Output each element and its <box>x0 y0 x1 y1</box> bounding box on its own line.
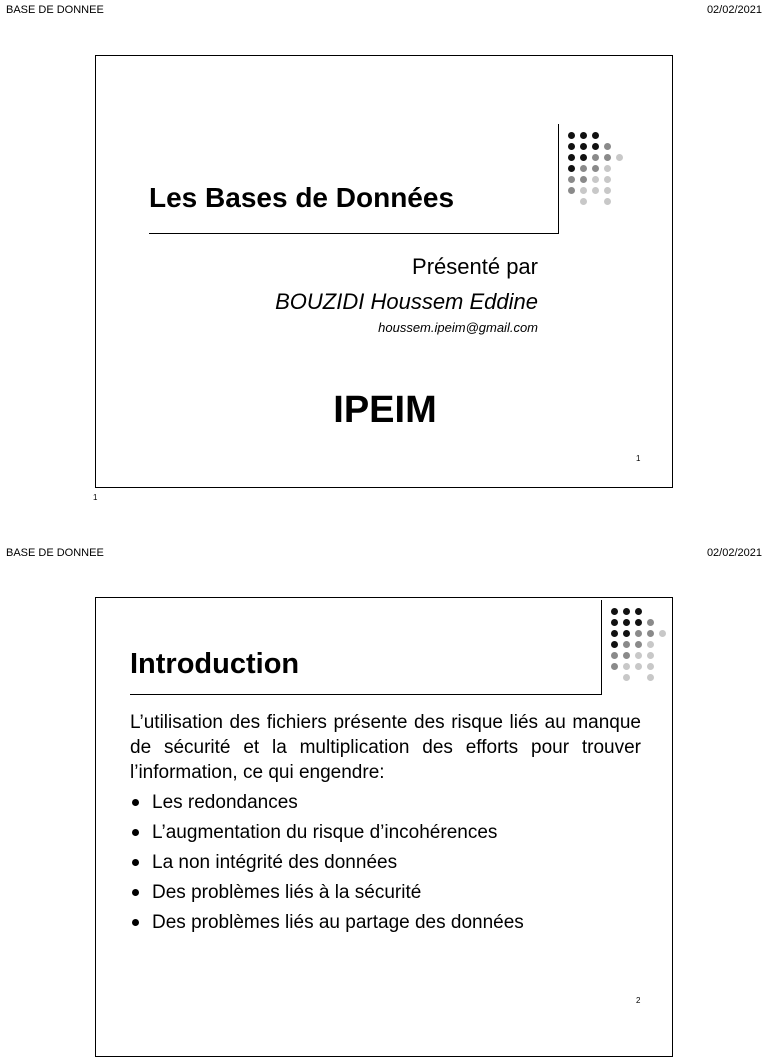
author-name: BOUZIDI Houssem Eddine <box>275 289 538 314</box>
dot <box>635 641 642 648</box>
title-vertical-rule <box>601 600 602 695</box>
dot <box>635 619 642 626</box>
dot <box>568 187 575 194</box>
dot <box>580 143 587 150</box>
page-number: 1 <box>93 493 98 502</box>
bullet-icon <box>132 859 139 866</box>
dot <box>659 630 666 637</box>
slide-number: 2 <box>636 996 641 1005</box>
slide-title: Les Bases de Données <box>149 182 455 213</box>
bullet-icon <box>132 829 139 836</box>
dot <box>592 154 599 161</box>
slide-1 <box>95 55 673 488</box>
dot <box>611 663 618 670</box>
dot <box>604 143 611 150</box>
author-email: houssem.ipeim@gmail.com <box>378 320 538 335</box>
dot <box>635 663 642 670</box>
dot <box>647 630 654 637</box>
dot <box>623 674 630 681</box>
dot <box>635 652 642 659</box>
dot <box>623 608 630 615</box>
dot <box>592 143 599 150</box>
title-underline <box>130 694 602 695</box>
list-item-text: La non intégrité des données <box>152 852 398 873</box>
dot <box>604 198 611 205</box>
dot <box>604 154 611 161</box>
presented-by-label: Présenté par <box>412 254 538 279</box>
dot <box>623 619 630 626</box>
dot <box>611 652 618 659</box>
list-item <box>130 790 524 820</box>
dot <box>568 154 575 161</box>
list-item <box>130 880 524 910</box>
list-item-text: Des problèmes liés à la sécurité <box>152 882 422 903</box>
page-header-title: BASE DE DONNEE <box>6 4 104 16</box>
slide-paragraph: L’utilisation des fichiers présente des risque liés au manque de sécurité et la multiplication des efforts pour trouver l’information, ce qui engendre: <box>130 712 641 783</box>
dot <box>623 652 630 659</box>
dot <box>623 630 630 637</box>
list-item <box>130 910 524 940</box>
dot <box>568 132 575 139</box>
bullet-icon <box>132 919 139 926</box>
list-item-text: Les redondances <box>152 792 298 813</box>
dot <box>635 608 642 615</box>
dot <box>580 132 587 139</box>
slide-number: 1 <box>636 454 641 463</box>
page-header-date: 02/02/2021 <box>706 547 762 559</box>
title-vertical-rule <box>558 124 559 234</box>
dot <box>647 641 654 648</box>
bullet-list <box>130 790 524 940</box>
list-item-text: L’augmentation du risque d’incohérences <box>152 822 498 843</box>
slide-2 <box>95 597 673 1057</box>
dot <box>568 176 575 183</box>
dot <box>611 641 618 648</box>
dot <box>580 165 587 172</box>
page-header-title: BASE DE DONNEE <box>6 547 104 559</box>
title-underline <box>149 233 559 234</box>
dot <box>611 619 618 626</box>
dot <box>623 641 630 648</box>
institution-name: IPEIM <box>333 389 437 431</box>
dot <box>647 619 654 626</box>
dot <box>592 176 599 183</box>
dot <box>616 154 623 161</box>
dot <box>592 165 599 172</box>
dot <box>647 674 654 681</box>
dot <box>580 198 587 205</box>
dot <box>647 652 654 659</box>
list-item <box>130 850 524 880</box>
dot <box>592 187 599 194</box>
dot <box>604 176 611 183</box>
bullet-icon <box>132 889 139 896</box>
dot <box>647 663 654 670</box>
dot <box>611 608 618 615</box>
bullet-icon <box>132 799 139 806</box>
dot <box>568 143 575 150</box>
dot <box>580 154 587 161</box>
slide-title: Introduction <box>130 648 300 680</box>
dot <box>611 630 618 637</box>
list-item-text: Des problèmes liés au partage des données <box>152 912 524 933</box>
dot <box>580 187 587 194</box>
dot <box>604 165 611 172</box>
page-header-date: 02/02/2021 <box>706 4 762 16</box>
dot <box>568 165 575 172</box>
dot <box>623 663 630 670</box>
list-item <box>130 820 524 850</box>
dot <box>604 187 611 194</box>
dot <box>592 132 599 139</box>
dot <box>580 176 587 183</box>
dot <box>635 630 642 637</box>
